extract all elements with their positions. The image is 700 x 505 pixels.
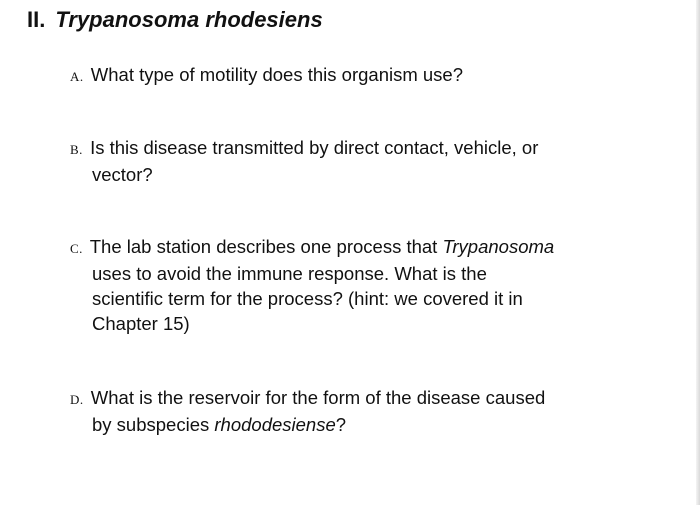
question-b-letter: B. <box>70 142 83 157</box>
question-c-line-1 <box>70 234 670 261</box>
section-title: Trypanosoma rhodesiens <box>55 7 323 32</box>
question-c-text-1-italic: Trypanosoma <box>442 236 555 257</box>
question-c <box>70 234 670 336</box>
question-a-text: What type of motility does this organism use? <box>90 64 464 85</box>
question-d-text-2-post: ? <box>335 414 347 435</box>
page-edge-shadow <box>696 0 700 505</box>
question-d-line-1 <box>70 385 670 412</box>
question-a-line-1 <box>70 62 670 89</box>
question-b-text-2: vector? <box>92 164 153 185</box>
question-b <box>70 135 670 187</box>
question-c-text-4: Chapter 15) <box>92 313 190 334</box>
question-c-text-1-pre: The lab station describes one process that <box>89 236 443 257</box>
question-d <box>70 385 670 437</box>
question-b-line-1 <box>70 135 670 162</box>
question-b-text-1: Is this disease transmitted by direct contact, vehicle, or <box>90 137 539 158</box>
section-heading <box>27 6 323 34</box>
question-c-text-3: scientific term for the process? (hint: we covered it in <box>92 288 523 309</box>
section-numeral: II. <box>27 7 46 32</box>
question-a-letter: A. <box>70 69 84 84</box>
question-c-letter: C. <box>70 241 83 256</box>
question-d-line-2 <box>70 412 670 437</box>
question-d-letter: D. <box>70 392 84 407</box>
question-d-text-1: What is the reservoir for the form of the disease caused <box>90 387 546 408</box>
question-c-text-2: uses to avoid the immune response. What is the <box>92 263 487 284</box>
question-d-text-2-italic: rhododesiense <box>214 414 336 435</box>
question-d-text-2-pre: by subspecies <box>92 414 215 435</box>
question-a <box>70 62 670 89</box>
